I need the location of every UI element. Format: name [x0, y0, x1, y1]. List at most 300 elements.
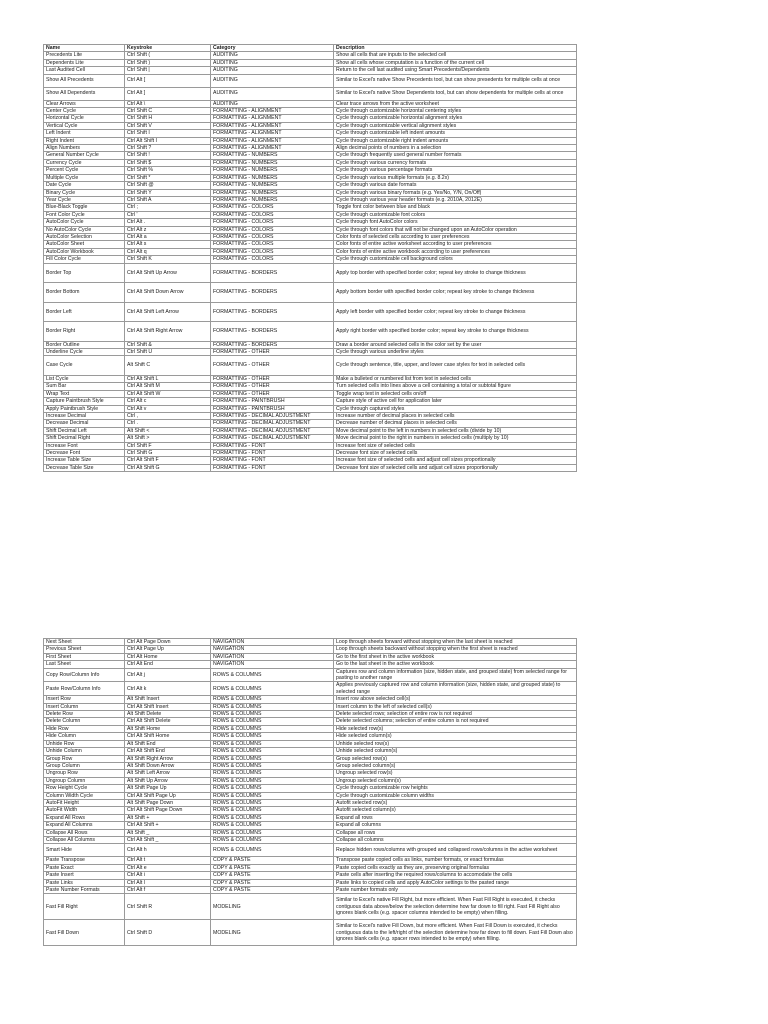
table-row: [44, 879, 577, 886]
table-row: [44, 668, 577, 682]
table-row: [44, 762, 577, 769]
cell-category: FORMATTING - OTHER: [211, 390, 334, 397]
cell-name: AutoColor Sheet: [44, 241, 125, 248]
cell-description: Color fonts of selected cells according to user preferences: [334, 233, 577, 240]
cell-name: Right Indent: [44, 137, 125, 144]
cell-category: FORMATTING - PAINTBRUSH: [211, 405, 334, 412]
table-row: [44, 639, 577, 646]
table-row: [44, 115, 577, 122]
cell-name: Row Height Cycle: [44, 785, 125, 792]
cell-category: ROWS & COLUMNS: [211, 807, 334, 814]
cell-keystroke: Ctrl Alt Shift Down Arrow: [125, 283, 211, 303]
cell-category: FORMATTING - OTHER: [211, 356, 334, 376]
cell-keystroke: Alt Shift Down Arrow: [125, 762, 211, 769]
table-row: [44, 196, 577, 203]
cell-description: Hide selected row(s): [334, 725, 577, 732]
cell-name: Fill Color Cycle: [44, 256, 125, 263]
cell-name: Binary Cycle: [44, 189, 125, 196]
cell-keystroke: Ctrl Alt Shift Home: [125, 733, 211, 740]
cell-category: NAVIGATION: [211, 639, 334, 646]
table-row: [44, 646, 577, 653]
cell-description: Toggle wrap text in selected cells on/off: [334, 390, 577, 397]
cell-name: Last Sheet: [44, 661, 125, 668]
table-row: [44, 52, 577, 59]
cell-category: FORMATTING - NUMBERS: [211, 189, 334, 196]
table-row: [44, 383, 577, 390]
table-row: [44, 412, 577, 419]
cell-description: Cycle through sentence, title, upper, and lower case styles for text in selected cells: [334, 356, 577, 376]
cell-description: Paste links to copied cells and apply AutoColor settings to the pasted range: [334, 879, 577, 886]
cell-name: Delete Row: [44, 711, 125, 718]
cell-name: Font Color Cycle: [44, 211, 125, 218]
cell-name: Unhide Row: [44, 740, 125, 747]
table-row: [44, 844, 577, 857]
cell-description: Turn selected cells into lines above a cell containing a total or subtotal figure: [334, 383, 577, 390]
table-row: [44, 442, 577, 449]
cell-name: Previous Sheet: [44, 646, 125, 653]
cell-description: Cycle through customizable left indent amounts: [334, 130, 577, 137]
cell-category: FORMATTING - BORDERS: [211, 322, 334, 342]
cell-description: Similar to Excel's native Fill Right, but more efficient. When Fast Fill Right is executed, it checks contiguous data above/below the selection determine how far down to fill right. Fast Fill Right also ignores blank cells (e.g. spacer columns intended to be empty) when filling.: [334, 894, 577, 920]
cell-keystroke: Alt Shift Home: [125, 725, 211, 732]
cell-category: ROWS & COLUMNS: [211, 740, 334, 747]
cell-category: ROWS & COLUMNS: [211, 770, 334, 777]
cell-name: Group Column: [44, 762, 125, 769]
cell-description: Paste copied cells exactly as they are, preserving original formulas: [334, 864, 577, 871]
cell-name: Horizontal Cycle: [44, 115, 125, 122]
cell-keystroke: Ctrl Alt .: [125, 219, 211, 226]
table-row: [44, 822, 577, 829]
cell-category: AUDITING: [211, 87, 334, 100]
cell-name: Ungroup Column: [44, 777, 125, 784]
cell-description: Cycle through customizable column widths: [334, 792, 577, 799]
cell-description: Similar to Excel's native Fill Down, but more efficient. When Fast Fill Down is executed, it checks contiguous data to the left/right of the selection determine how far down to fill down. Fast Fill Down also ignores blank cells (e.g. spacer rows intended to be empty) when filling.: [334, 920, 577, 946]
cell-keystroke: Ctrl Alt ]: [125, 87, 211, 100]
cell-name: Show All Dependents: [44, 87, 125, 100]
cell-keystroke: Ctrl Alt End: [125, 661, 211, 668]
cell-name: Capture Paintbrush Style: [44, 398, 125, 405]
table-row: [44, 130, 577, 137]
cell-description: Applies previously captured row and column information (size, hidden state, and grouped state) to selected range: [334, 682, 577, 696]
cell-category: ROWS & COLUMNS: [211, 785, 334, 792]
cell-description: Cycle through various underline styles: [334, 348, 577, 355]
cell-description: Unhide selected row(s): [334, 740, 577, 747]
cell-keystroke: Ctrl Shift %: [125, 167, 211, 174]
table-row: [44, 189, 577, 196]
cell-keystroke: Ctrl Shift &: [125, 341, 211, 348]
cell-name: Next Sheet: [44, 639, 125, 646]
cell-description: Group selected column(s): [334, 762, 577, 769]
cell-keystroke: Ctrl Shift !: [125, 152, 211, 159]
cell-category: ROWS & COLUMNS: [211, 792, 334, 799]
table-row: [44, 226, 577, 233]
cell-name: Border Left: [44, 302, 125, 322]
cell-description: Expand all rows: [334, 814, 577, 821]
cell-description: Decrease font size of selected cells and adjust cell sizes proportionally: [334, 464, 577, 471]
cell-category: ROWS & COLUMNS: [211, 829, 334, 836]
table-row: [44, 137, 577, 144]
cell-category: FORMATTING - COLORS: [211, 241, 334, 248]
cell-name: Apply Paintbrush Style: [44, 405, 125, 412]
cell-category: FORMATTING - BORDERS: [211, 302, 334, 322]
cell-category: FORMATTING - OTHER: [211, 383, 334, 390]
cell-description: Delete selected columns; selection of entire column is not required: [334, 718, 577, 725]
cell-description: Collapse all columns: [334, 836, 577, 843]
cell-name: Paste Exact: [44, 864, 125, 871]
cell-keystroke: Ctrl Alt Shift F: [125, 457, 211, 464]
cell-category: ROWS & COLUMNS: [211, 703, 334, 710]
cell-description: Go to the first sheet in the active workbook: [334, 653, 577, 660]
cell-name: Paste Insert: [44, 872, 125, 879]
cell-name: Smart Hide: [44, 844, 125, 857]
cell-name: AutoColor Workbook: [44, 248, 125, 255]
table-row: [44, 152, 577, 159]
cell-category: FORMATTING - BORDERS: [211, 283, 334, 303]
cell-category: FORMATTING - BORDERS: [211, 263, 334, 283]
table-row: [44, 263, 577, 283]
cell-category: FORMATTING - NUMBERS: [211, 167, 334, 174]
table-row: [44, 703, 577, 710]
table-row: [44, 100, 577, 107]
table-row: [44, 427, 577, 434]
cell-keystroke: Ctrl Alt Page Down: [125, 639, 211, 646]
cell-keystroke: Ctrl Shift *: [125, 174, 211, 181]
cell-category: FORMATTING - COLORS: [211, 248, 334, 255]
cell-description: Cycle through captured styles: [334, 405, 577, 412]
table-row: [44, 725, 577, 732]
cell-description: Apply right border with specified border color; repeat key stroke to change thickness: [334, 322, 577, 342]
table-row: [44, 182, 577, 189]
table-row: [44, 792, 577, 799]
cell-name: Increase Font: [44, 442, 125, 449]
cell-name: Shift Decimal Left: [44, 427, 125, 434]
cell-keystroke: Ctrl Alt [: [125, 74, 211, 87]
cell-description: Autofit selected row(s): [334, 799, 577, 806]
cell-category: FORMATTING - COLORS: [211, 219, 334, 226]
cell-keystroke: Ctrl Shift C: [125, 108, 211, 115]
cell-name: Last Audited Cell: [44, 67, 125, 74]
cell-keystroke: Ctrl Alt h: [125, 844, 211, 857]
table-row: [44, 799, 577, 806]
cell-keystroke: Ctrl Alt Shift _: [125, 836, 211, 843]
cell-keystroke: Ctrl ;: [125, 204, 211, 211]
table-row: [44, 233, 577, 240]
table-row: [44, 894, 577, 920]
cell-keystroke: Alt Shift >: [125, 435, 211, 442]
cell-keystroke: Ctrl Shift V: [125, 122, 211, 129]
cell-name: List Cycle: [44, 375, 125, 382]
cell-category: FORMATTING - FONT: [211, 442, 334, 449]
cell-description: Cycle through font colors that will not be changed upon an AutoColor operation: [334, 226, 577, 233]
cell-category: FORMATTING - NUMBERS: [211, 196, 334, 203]
cell-description: Insert column to the left of selected cell(s): [334, 703, 577, 710]
cell-name: Sum Bar: [44, 383, 125, 390]
cell-description: Captures row and column information (size, hidden state, and grouped state) from selected range for pasting to another range: [334, 668, 577, 682]
cell-name: Expand All Rows: [44, 814, 125, 821]
cell-description: Increase font size of selected cells: [334, 442, 577, 449]
cell-description: Decrease number of decimal places in selected cells: [334, 420, 577, 427]
cell-description: Unhide selected column(s): [334, 748, 577, 755]
cell-keystroke: Ctrl Alt e: [125, 864, 211, 871]
cell-description: Similar to Excel's native Show Dependents tool, but can show dependents for multiple cells at once: [334, 87, 577, 100]
cell-name: Decrease Decimal: [44, 420, 125, 427]
table-row: [44, 219, 577, 226]
cell-keystroke: Ctrl Shift |: [125, 67, 211, 74]
cell-category: COPY & PASTE: [211, 887, 334, 894]
cell-category: FORMATTING - COLORS: [211, 204, 334, 211]
cell-keystroke: Ctrl Alt Shift G: [125, 464, 211, 471]
table-row: [44, 457, 577, 464]
cell-category: FORMATTING - COLORS: [211, 233, 334, 240]
table-row: [44, 920, 577, 946]
header-name: Name: [44, 45, 125, 52]
cell-category: FORMATTING - ALIGNMENT: [211, 145, 334, 152]
cell-description: Move decimal point to the left in numbers in selected cells (divide by 10): [334, 427, 577, 434]
cell-description: Cycle through customizable font colors: [334, 211, 577, 218]
cell-name: Center Cycle: [44, 108, 125, 115]
cell-description: Expand all columns: [334, 822, 577, 829]
cell-keystroke: Ctrl Shift U: [125, 348, 211, 355]
cell-keystroke: Alt Shift Page Up: [125, 785, 211, 792]
cell-keystroke: Ctrl Shift F: [125, 442, 211, 449]
cell-description: Apply top border with specified border color; repeat key stroke to change thickness: [334, 263, 577, 283]
cell-category: COPY & PASTE: [211, 864, 334, 871]
table-row: [44, 420, 577, 427]
cell-category: ROWS & COLUMNS: [211, 668, 334, 682]
cell-description: Increase font size of selected cells and adjust cell sizes proportionally: [334, 457, 577, 464]
cell-name: Insert Row: [44, 696, 125, 703]
cell-name: Year Cycle: [44, 196, 125, 203]
cell-description: Collapse all rows: [334, 829, 577, 836]
cell-name: Column Width Cycle: [44, 792, 125, 799]
table-row: [44, 814, 577, 821]
cell-description: Cycle through customizable horizontal alignment styles: [334, 115, 577, 122]
table-body-top: [44, 52, 577, 472]
cell-keystroke: Ctrl Alt f: [125, 887, 211, 894]
cell-keystroke: Ctrl Alt k: [125, 682, 211, 696]
cell-keystroke: Ctrl Shift ?: [125, 145, 211, 152]
table-row: [44, 248, 577, 255]
cell-name: Copy Row/Column Info: [44, 668, 125, 682]
cell-name: Align Numbers: [44, 145, 125, 152]
cell-category: FORMATTING - FONT: [211, 464, 334, 471]
cell-description: Cycle through various date formats: [334, 182, 577, 189]
cell-description: Toggle font color between blue and black: [334, 204, 577, 211]
cell-description: Cycle through customizable vertical alignment styles: [334, 122, 577, 129]
cell-category: AUDITING: [211, 74, 334, 87]
cell-description: Cycle through various year header formats (e.g. 2010A, 2012E): [334, 196, 577, 203]
table-row: [44, 405, 577, 412]
cell-keystroke: Ctrl Alt c: [125, 398, 211, 405]
table-row: [44, 449, 577, 456]
cell-keystroke: Ctrl Alt Page Up: [125, 646, 211, 653]
cell-description: Cycle through customizable row heights: [334, 785, 577, 792]
cell-description: Show all cells that are inputs to the selected cell: [334, 52, 577, 59]
cell-keystroke: Alt Shift +: [125, 814, 211, 821]
cell-name: Paste Number Formats: [44, 887, 125, 894]
cell-keystroke: Ctrl Alt q: [125, 248, 211, 255]
cell-description: Align decimal points of numbers in a selection: [334, 145, 577, 152]
cell-name: Decrease Table Size: [44, 464, 125, 471]
table-row: [44, 241, 577, 248]
cell-name: Left Indent: [44, 130, 125, 137]
cell-name: First Sheet: [44, 653, 125, 660]
table-row: [44, 718, 577, 725]
cell-name: Shift Decimal Right: [44, 435, 125, 442]
table-row: [44, 356, 577, 376]
cell-name: Percent Cycle: [44, 167, 125, 174]
cell-description: Transpose paste copied cells as links, number formats, or exact formulas: [334, 857, 577, 864]
cell-keystroke: Alt Shift C: [125, 356, 211, 376]
cell-keystroke: Ctrl ': [125, 211, 211, 218]
cell-keystroke: Ctrl Alt Shift End: [125, 748, 211, 755]
cell-name: Collapse All Columns: [44, 836, 125, 843]
table-row: [44, 211, 577, 218]
cell-category: NAVIGATION: [211, 646, 334, 653]
cell-category: FORMATTING - NUMBERS: [211, 182, 334, 189]
cell-name: Collapse All Rows: [44, 829, 125, 836]
table-row: [44, 887, 577, 894]
cell-name: Show All Precedents: [44, 74, 125, 87]
table-row: [44, 341, 577, 348]
cell-description: Draw a border around selected cells in the color set by the user: [334, 341, 577, 348]
cell-keystroke: Ctrl Alt Shift Up Arrow: [125, 263, 211, 283]
cell-name: No AutoColor Cycle: [44, 226, 125, 233]
table-row: [44, 256, 577, 263]
cell-keystroke: Alt Shift End: [125, 740, 211, 747]
cell-description: Cycle through font AutoColor colors: [334, 219, 577, 226]
cell-keystroke: Ctrl Alt Shift W: [125, 390, 211, 397]
cell-description: Ungroup selected column(s): [334, 777, 577, 784]
cell-description: Return to the cell last audited using Smart Precedents/Dependents: [334, 67, 577, 74]
cell-category: MODELING: [211, 894, 334, 920]
cell-category: ROWS & COLUMNS: [211, 777, 334, 784]
cell-category: ROWS & COLUMNS: [211, 696, 334, 703]
cell-category: ROWS & COLUMNS: [211, 711, 334, 718]
cell-name: Precedents Lite: [44, 52, 125, 59]
cell-keystroke: Ctrl Alt Shift L: [125, 375, 211, 382]
cell-keystroke: Ctrl Alt s: [125, 241, 211, 248]
cell-keystroke: Ctrl Alt z: [125, 226, 211, 233]
cell-keystroke: Ctrl Alt Shift Left Arrow: [125, 302, 211, 322]
cell-description: Cycle through customizable horizontal centering styles: [334, 108, 577, 115]
cell-description: Show all cells whose computation is a function of the current cell: [334, 59, 577, 66]
cell-category: COPY & PASTE: [211, 872, 334, 879]
table-row: [44, 661, 577, 668]
cell-category: FORMATTING - NUMBERS: [211, 159, 334, 166]
cell-category: COPY & PASTE: [211, 879, 334, 886]
table-row: [44, 435, 577, 442]
cell-description: Loop through sheets backward without stopping when the first sheet is reached: [334, 646, 577, 653]
cell-category: FORMATTING - DECIMAL ADJUSTMENT: [211, 412, 334, 419]
cell-keystroke: Ctrl Shift Y: [125, 189, 211, 196]
cell-category: NAVIGATION: [211, 661, 334, 668]
table-row: [44, 733, 577, 740]
cell-category: ROWS & COLUMNS: [211, 718, 334, 725]
table-row: [44, 87, 577, 100]
cell-category: ROWS & COLUMNS: [211, 755, 334, 762]
header-description: Description: [334, 45, 577, 52]
cell-category: ROWS & COLUMNS: [211, 748, 334, 755]
cell-description: Delete selected rows; selection of entire row is not required: [334, 711, 577, 718]
cell-category: FORMATTING - NUMBERS: [211, 174, 334, 181]
cell-name: Decrease Font: [44, 449, 125, 456]
cell-category: FORMATTING - DECIMAL ADJUSTMENT: [211, 427, 334, 434]
cell-name: Date Cycle: [44, 182, 125, 189]
cell-keystroke: Ctrl Alt t: [125, 857, 211, 864]
cell-name: AutoFit Width: [44, 807, 125, 814]
table-row: [44, 696, 577, 703]
cell-name: Border Outline: [44, 341, 125, 348]
cell-category: AUDITING: [211, 67, 334, 74]
table-row: [44, 108, 577, 115]
cell-category: FORMATTING - FONT: [211, 449, 334, 456]
cell-category: FORMATTING - NUMBERS: [211, 152, 334, 159]
cell-name: Wrap Text: [44, 390, 125, 397]
table-row: [44, 174, 577, 181]
table-row: [44, 836, 577, 843]
cell-description: Similar to Excel's native Show Precedents tool, but can show presedents for multiple cells at once: [334, 74, 577, 87]
table-row: [44, 740, 577, 747]
cell-description: Make a bulleted or numbered list from text in selected cells: [334, 375, 577, 382]
cell-keystroke: Ctrl Alt Home: [125, 653, 211, 660]
cell-keystroke: Ctrl Alt v: [125, 405, 211, 412]
cell-name: Fast Fill Right: [44, 894, 125, 920]
cell-keystroke: Ctrl Alt Shift Page Up: [125, 792, 211, 799]
cell-keystroke: Ctrl ,: [125, 412, 211, 419]
cell-description: Cycle through various multiple formats (e.g. 8.2x): [334, 174, 577, 181]
cell-description: Cycle through various binary formats (e.g. Yes/No, Y/N, On/Off): [334, 189, 577, 196]
cell-keystroke: Ctrl Alt Shift Page Down: [125, 807, 211, 814]
cell-category: FORMATTING - ALIGNMENT: [211, 137, 334, 144]
cell-category: FORMATTING - OTHER: [211, 375, 334, 382]
table-row: [44, 857, 577, 864]
cell-description: Increase number of decimal places in selected cells: [334, 412, 577, 419]
cell-keystroke: Ctrl Alt Shift Right Arrow: [125, 322, 211, 342]
cell-category: ROWS & COLUMNS: [211, 682, 334, 696]
cell-category: FORMATTING - FONT: [211, 457, 334, 464]
cell-name: Insert Column: [44, 703, 125, 710]
cell-name: Increase Table Size: [44, 457, 125, 464]
cell-keystroke: Ctrl Shift ): [125, 59, 211, 66]
cell-keystroke: Ctrl Alt a: [125, 233, 211, 240]
cell-name: Paste Row/Column Info: [44, 682, 125, 696]
cell-keystroke: Alt Shift Insert: [125, 696, 211, 703]
cell-description: Apply left border with specified border color; repeat key stroke to change thickness: [334, 302, 577, 322]
cell-name: Border Top: [44, 263, 125, 283]
cell-name: Vertical Cycle: [44, 122, 125, 129]
table-row: [44, 159, 577, 166]
cell-category: FORMATTING - ALIGNMENT: [211, 130, 334, 137]
cell-description: Paste number formats only: [334, 887, 577, 894]
table-row: [44, 807, 577, 814]
shortcuts-table-top: [43, 44, 577, 472]
cell-name: Group Row: [44, 755, 125, 762]
cell-keystroke: Ctrl Shift $: [125, 159, 211, 166]
cell-keystroke: Ctrl Shift (: [125, 52, 211, 59]
table-row: [44, 59, 577, 66]
cell-keystroke: Ctrl Alt Shift +: [125, 822, 211, 829]
table-row: [44, 785, 577, 792]
cell-keystroke: Alt Shift <: [125, 427, 211, 434]
cell-keystroke: Ctrl Shift I: [125, 130, 211, 137]
cell-description: Paste cells after inserting the required rows/columns to accomodate the cells: [334, 872, 577, 879]
table-row: [44, 872, 577, 879]
cell-category: ROWS & COLUMNS: [211, 725, 334, 732]
cell-keystroke: Ctrl Alt Shift Insert: [125, 703, 211, 710]
cell-keystroke: Ctrl Shift G: [125, 449, 211, 456]
table-row: [44, 770, 577, 777]
